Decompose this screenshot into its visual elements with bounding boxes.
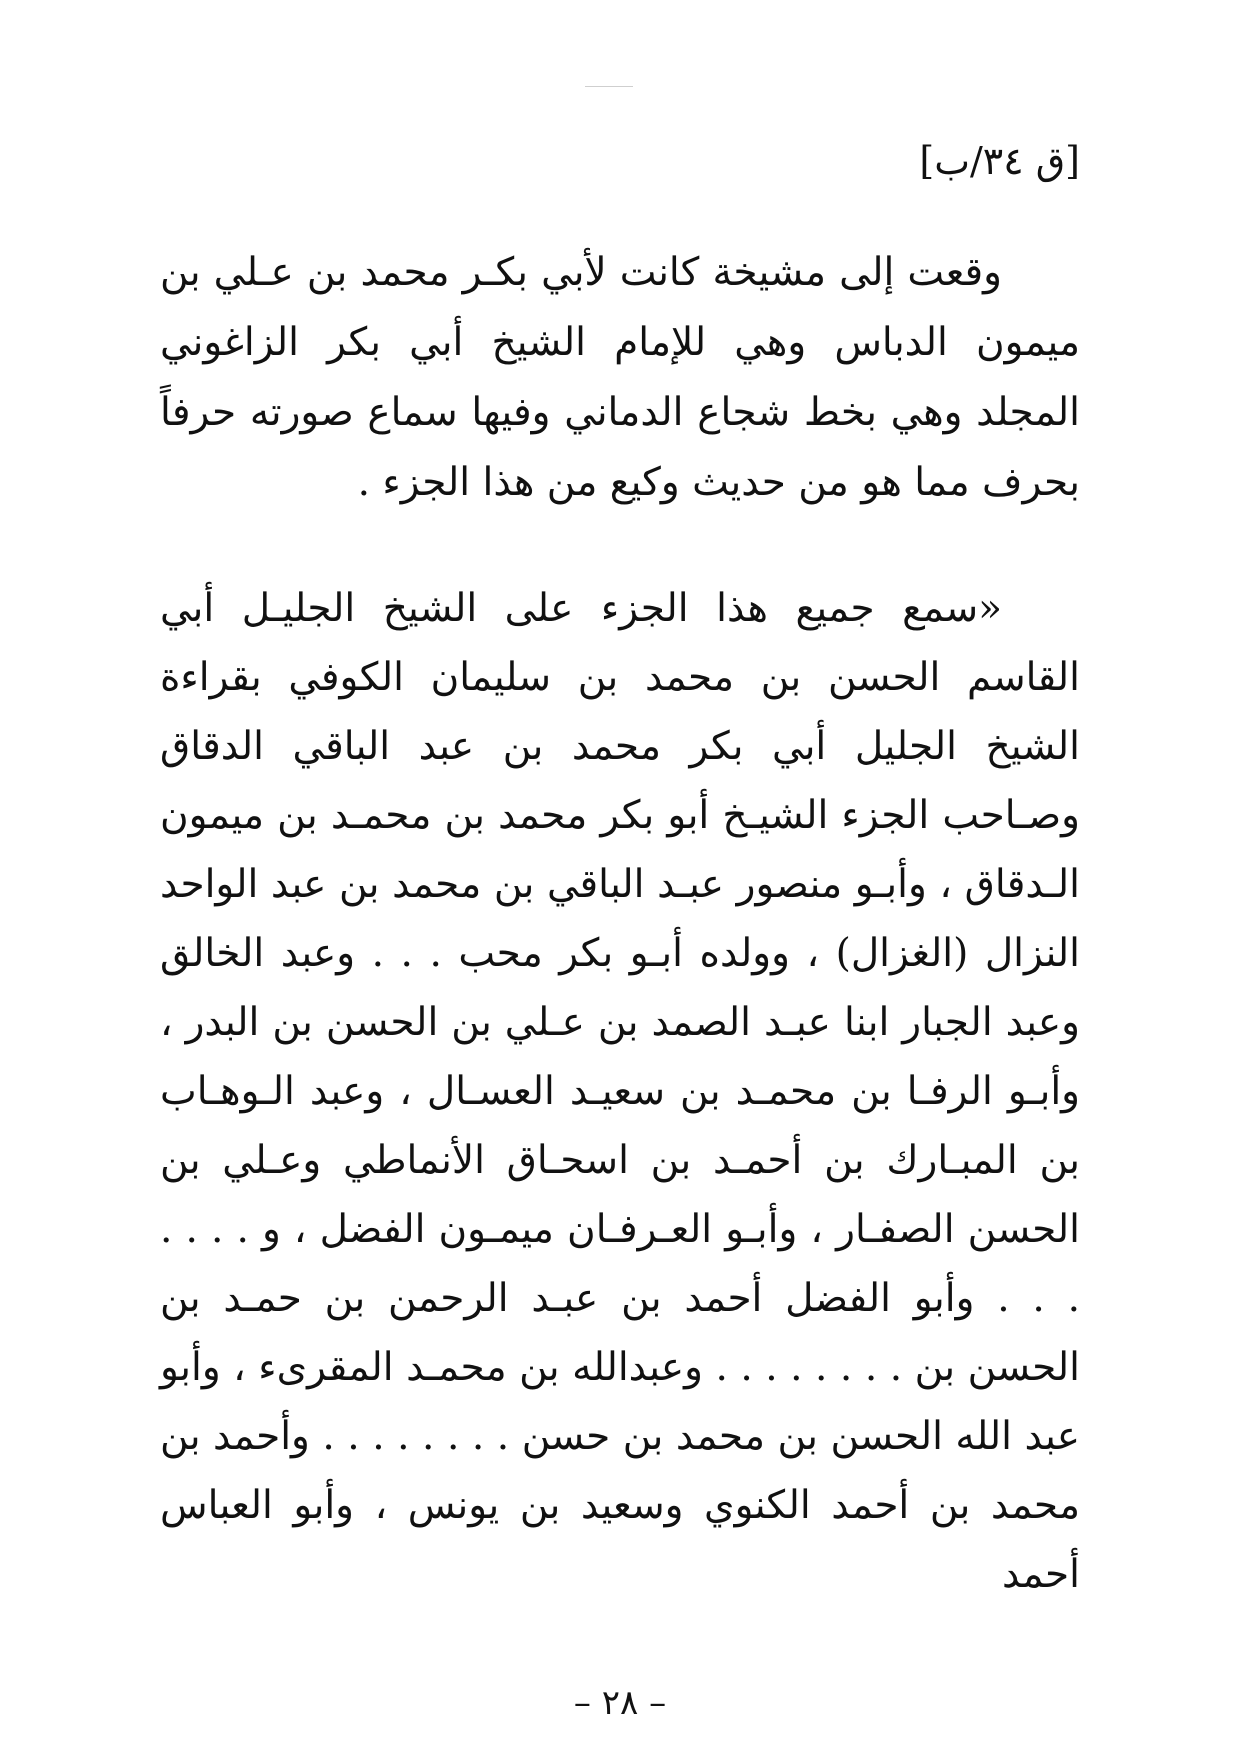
top-rule xyxy=(585,86,633,87)
page-number: – ٢٨ – xyxy=(573,1683,667,1723)
paragraph-block-2 xyxy=(160,574,1080,1609)
paragraph-samaa-record: «سمع جميع هذا الجزء على الشيخ الجليـل أبي القاسم الحسن بن محمد بن سليمان الكوفي بقراءة الشيخ الجليل أبي بكر محمد بن عبد الباقي الدقاق وصـاحب الجزء الشيـخ أبو بكر محمد بن محمـد بن ميمون الـدقاق ، وأبـو منصور عبـد الباقي بن محمد بن عبد الواحد النزال (الغزال) ، وولده أبـو بكر محب . . . وعبد الخالق وعبد الجبار ابنا عبـد الصمد بن عـلي بن الحسن بن البدر ، وأبـو الرفـا بن محمـد بن سعيـد العسـال ، وعبد الـوهـاب بن المبـارك بن أحمـد بن اسحـاق الأنماطي وعـلي بن الحسن الصفـار ، وأبـو العـرفـان ميمـون الفضل ، و . . . . . . . وأبو الفضل أحمد بن عبـد الرحمن بن حمـد بن الحسن بن . . . . . . . . وعبدالله بن محمـد المقرىء ، وأبو عبد الله الحسن بن محمد بن حسن . . . . . . . . وأحمد بن محمد بن أحمد الكنوي وسعيد بن يونس ، وأبو العباس أحمد xyxy=(160,586,1081,1597)
folio-reference: [ق ٣٤/ب] xyxy=(919,139,1080,183)
paragraph-intro: وقعت إلى مشيخة كانت لأبي بكـر محمد بن عـلي بن ميمون الدباس وهي للإمام الشيخ أبي بكر الزاغوني المجلد وهي بخط شجاع الدماني وفيها سماع صورته حرفاً بحرف مما هو من حديث وكيع من هذا الجزء . xyxy=(160,250,1080,505)
paragraph-block-1 xyxy=(160,238,1080,518)
